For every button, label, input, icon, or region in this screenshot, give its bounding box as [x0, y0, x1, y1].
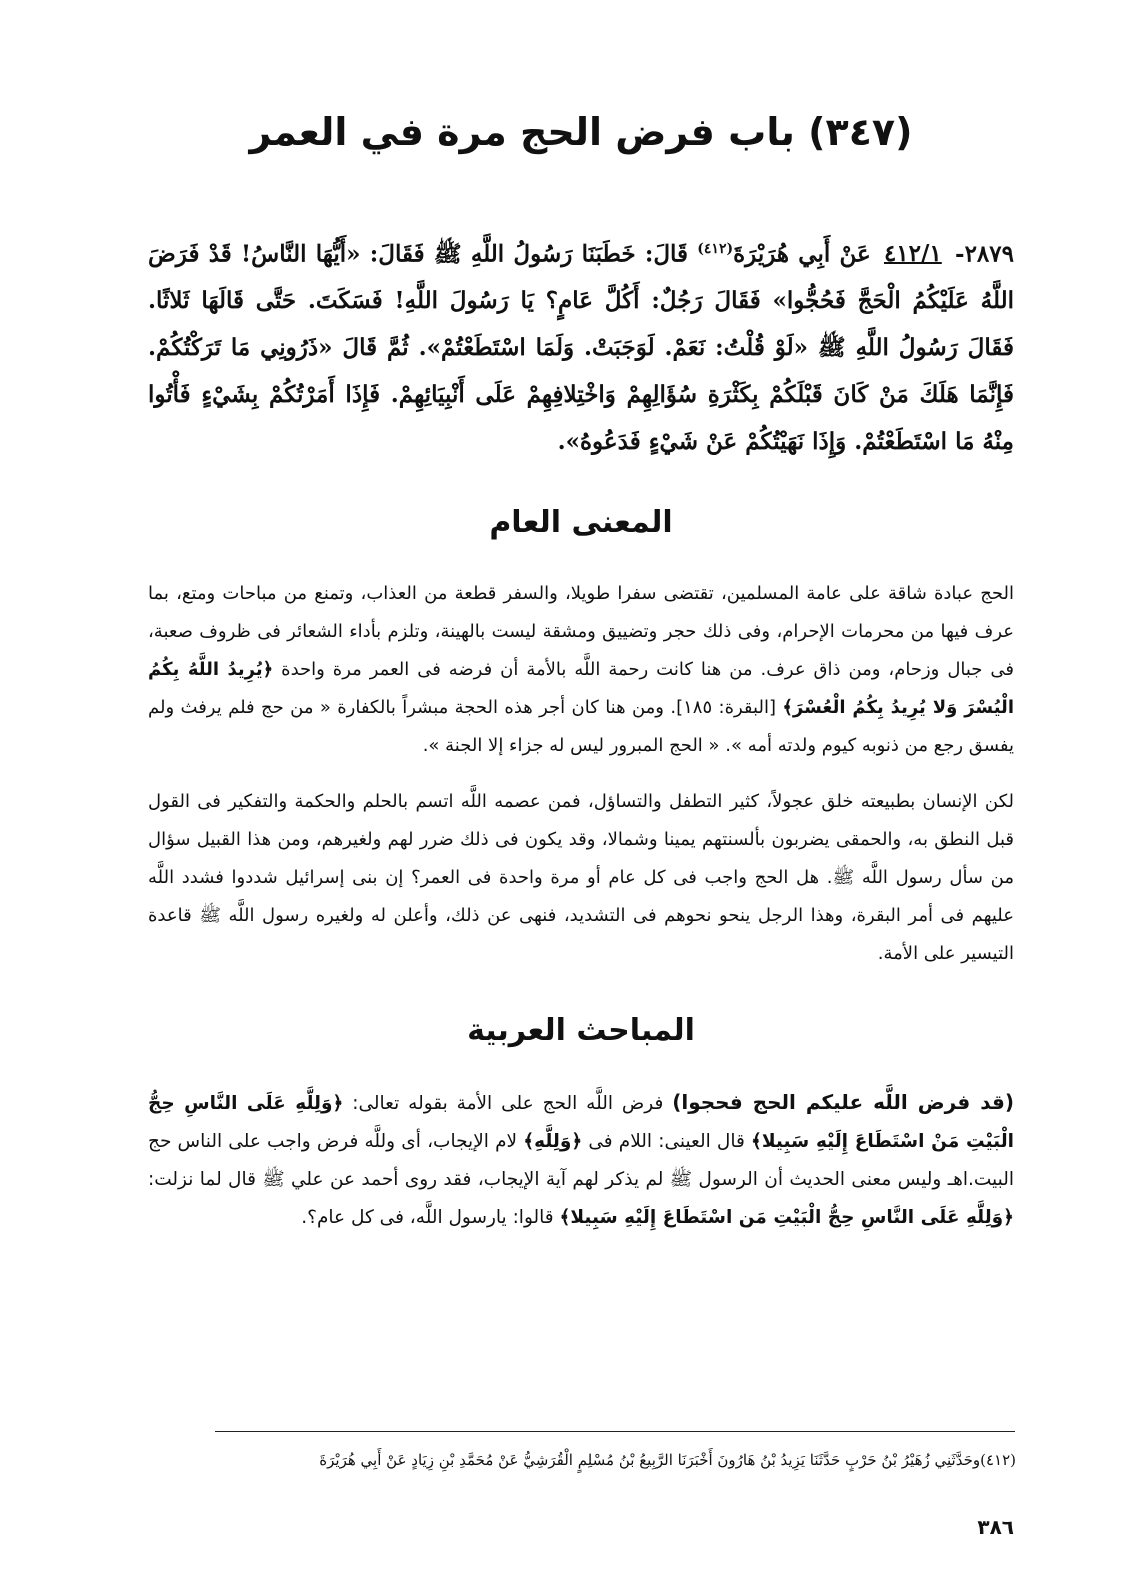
paragraph-text: لام الإيجاب، أى وللَّه فرض واجب على الناس حج البيت.اهـ وليس معنى الحديث أن الرسول ﷺ لم يذكر لهم آية الإيجاب، فقد روى أحمد عن علي ﷺ قال لما نزلت: [148, 1131, 1014, 1191]
quran-verse: ﴿وَلِلَّهِ عَلَى النَّاسِ حِجُّ الْبَيْتِ مَنْ اسْتَطَاعَ إِلَيْهِ سَبِيلا﴾ [148, 1093, 1014, 1153]
chapter-title: (٣٤٧) باب فرض الحج مرة في العمر [249, 110, 913, 154]
paragraph-text: قالوا: يارسول اللَّه، فى كل عام؟. [301, 1207, 554, 1229]
footnote-text: (٤١٢)وحَدَّثَنِي زُهَيْرُ بْنُ حَرْبٍ حَدَّثَنَا يَزِيدُ بْنُ هَارُونَ أَخْبَرَنَا الرَّبِيعُ بْنُ مُسْلِمٍ الْقُرَشِيُّ عَنْ مُحَمَّدِ بْنِ زِيَادٍ عَنْ أَبِي هُرَيْرَةَ [319, 1451, 1016, 1469]
footnote-divider [215, 1431, 1015, 1432]
hadith-narrator: عَنْ أَبِي هُرَيْرَةَ [733, 240, 871, 268]
footnote-marker[interactable]: (٤١٢) [697, 240, 734, 257]
quran-verse: ﴿يُرِيدُ اللَّهُ بِكُمُ الْيُسْرَ وَلا يُرِيدُ بِكُمُ الْعُسْرَ﴾ [148, 659, 1014, 719]
hadith-body: قَالَ: خَطَبَنَا رَسُولُ اللَّهِ ﷺ فَقَالَ: «أَيُّهَا النَّاسُ! قَدْ فَرَضَ اللَّهُ عَلَيْكُمُ الْحَجَّ فَحُجُّوا» فَقَالَ رَجُلٌ: أَكُلَّ عَامٍ؟ يَا رَسُولَ اللَّهِ! فَسَكَتَ. حَتَّى قَالَهَا ثَلاثًا. فَقَالَ رَسُولُ اللَّهِ ﷺ «لَوْ قُلْتُ: نَعَمْ. لَوَجَبَتْ. وَلَمَا اسْتَطَعْتُمْ». ثُمَّ قَالَ «ذَرُونِي مَا تَرَكْتُكُمْ. فَإِنَّمَا هَلَكَ مَنْ كَانَ قَبْلَكُمْ بِكَثْرَةِ سُؤَالِهِمْ وَاخْتِلافِهِمْ عَلَى أَنْبِيَائِهِمْ. فَإِذَا أَمَرْتُكُمْ بِشَيْءٍ فَأْتُوا مِنْهُ مَا اسْتَطَعْتُمْ. وَإِذَا نَهَيْتُكُمْ عَنْ شَيْءٍ فَدَعُوهُ». [148, 240, 1014, 456]
general-meaning-paragraph-2: لكن الإنسان بطبيعته خلق عجولاً، كثير التطفل والتساؤل، فمن عصمه اللَّه اتسم بالحلم والحكمة والتفكير فى القول قبل النطق به، والحمقى يضربون بألسنتهم يمينا وشمالا، وقد يكون فى ذلك ضرر لهم ولغيرهم، ومن هذا القبيل سؤال من سأل رسول اللَّه ﷺ. هل الحج واجب فى كل عام أو مرة واحدة فى العمر؟ إن بنى إسرائيل شددوا فشدد اللَّه عليهم فى أمر البقرة، وهذا الرجل ينحو نحوهم فى التشديد، فنهى عن ذلك، وأعلن له ولغيره رسول اللَّه ﷺ قاعدة التيسير على الأمة. [148, 791, 1014, 965]
paragraph-text: الحج عبادة شاقة على عامة المسلمين، تقتضى سفرا طويلا، والسفر قطعة من العذاب، وتمنع من مباحات ومتع، بما عرف فيها من محرمات الإحرام، وفى ذلك حجر وتضييق ومشقة ليست بالهينة، وتلزم بأداء الشعائر فى ظروف صعبة، فى جبال وزحام، ومن ذاق عرف. من هنا كانت رحمة اللَّه بالأمة أن فرضه فى العمر مرة واحدة [148, 583, 1014, 681]
section-title-arabic-topics: المباحث العربية [467, 1013, 695, 1049]
topic-lead-phrase: (قد فرض اللَّه عليكم الحج فحجوا) [672, 1090, 1014, 1115]
quran-verse: ﴿وَلِلَّهِ عَلَى النَّاسِ حِجُّ الْبَيْتِ مَن اسْتَطَاعَ إِلَيْهِ سَبِيلا﴾ [559, 1207, 1014, 1229]
paragraph-text: قال العينى: اللام فى [588, 1131, 745, 1153]
arabic-topics-paragraph [148, 1083, 1014, 1237]
page-number: ٣٨٦ [977, 1515, 1014, 1539]
paragraph-text: فرض اللَّه الحج على الأمة بقوله تعالى: [352, 1093, 664, 1115]
section-title-general-meaning: المعنى العام [489, 505, 673, 541]
page-body [148, 110, 1014, 1237]
hadith-number: ٢٨٧٩- [955, 240, 1014, 268]
paragraph-text: [البقرة: ١٨٥]. ومن هنا كان أجر هذه الحجة مبشراً بالكفارة « من حج فلم يرفث ولم يفسق رجع من ذنوبه كيوم ولدته أمه ». « الحج المبرور ليس له جزاء إلا الجنة ». [148, 697, 1014, 757]
hadith-ref-number: ٤١٢/١ [883, 240, 942, 268]
general-meaning-paragraph-1 [148, 575, 1014, 765]
quran-verse: ﴿وَلِلَّهِ﴾ [523, 1131, 583, 1153]
hadith-text [148, 226, 1014, 466]
